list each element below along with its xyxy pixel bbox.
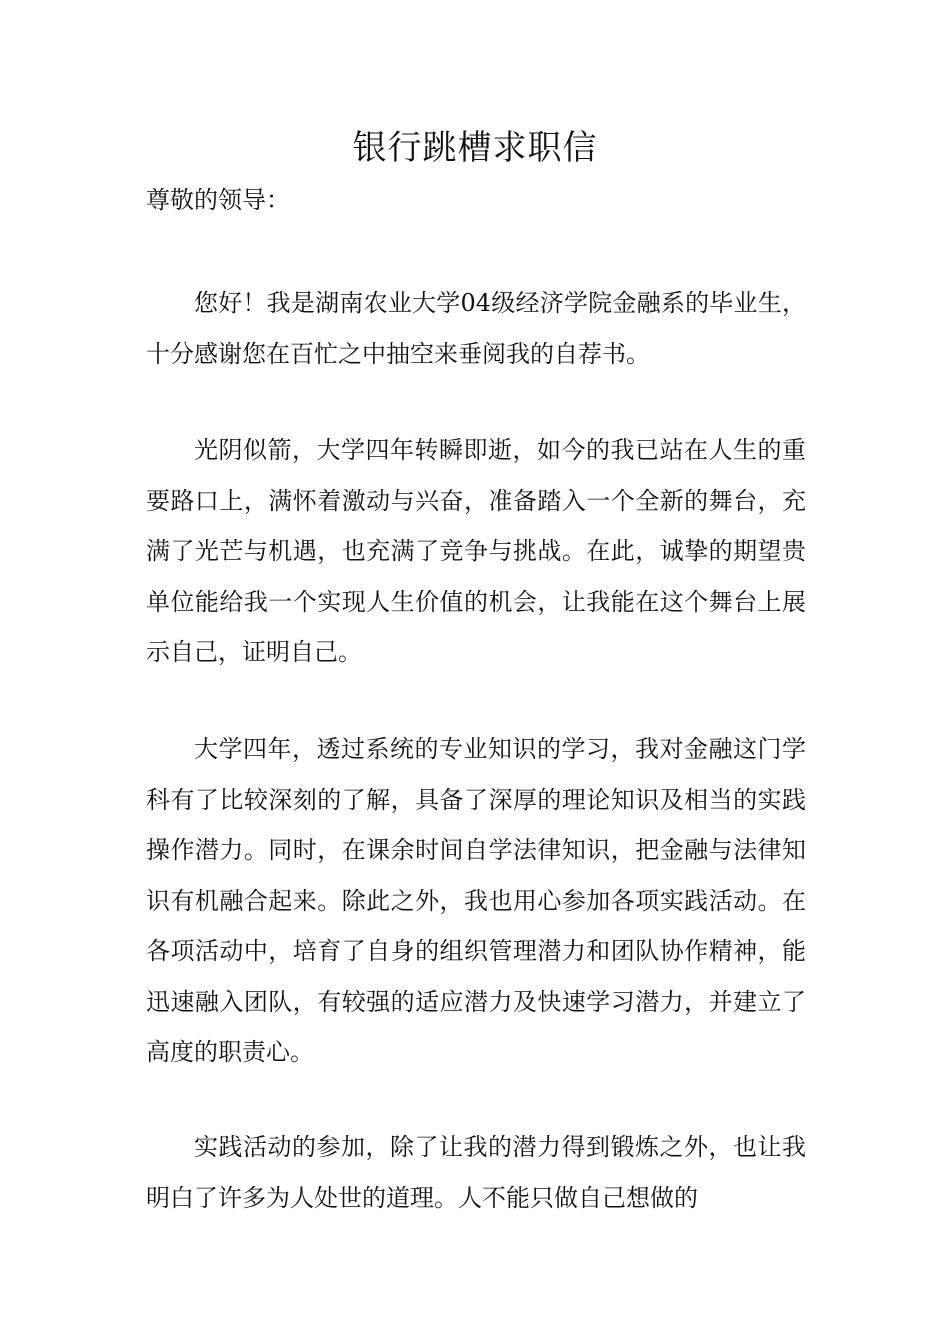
paragraph-3: 大学四年，透过系统的专业知识的学习，我对金融这门学科有了比较深刻的了解，具备了深厚的理论知识及相当的实践操作潜力。同时，在课余时间自学法律知识，把金融与法律知识有机融合起来。除此之外，我也用心参加各项实践活动。在各项活动中，培育了自身的组织管理潜力和团队协作精神，能迅速融入团队，有较强的适应潜力及快速学习潜力，并建立了高度的职责心。 [146,735,806,1066]
document-title: 银行跳槽求职信 [352,128,598,168]
paragraph-1: 您好！我是湖南农业大学04级经济学院金融系的毕业生，十分感谢您在百忙之中抽空来垂阅我的自荐书。 [146,289,806,368]
paragraph-4: 实践活动的参加，除了让我的潜力得到锻炼之外，也让我明白了许多为人处世的道理。人不能只做自己想做的 [146,1133,806,1212]
paragraph-2: 光阴似箭，大学四年转瞬即逝，如今的我已站在人生的重要路口上，满怀着激动与兴奋，准备踏入一个全新的舞台，充满了光芒与机遇，也充满了竞争与挑战。在此，诚挚的期望贵单位能给我一个实现人生价值的机会，让我能在这个舞台上展示自己，证明自己。 [146,436,806,666]
salutation: 尊敬的领导： [146,186,290,214]
